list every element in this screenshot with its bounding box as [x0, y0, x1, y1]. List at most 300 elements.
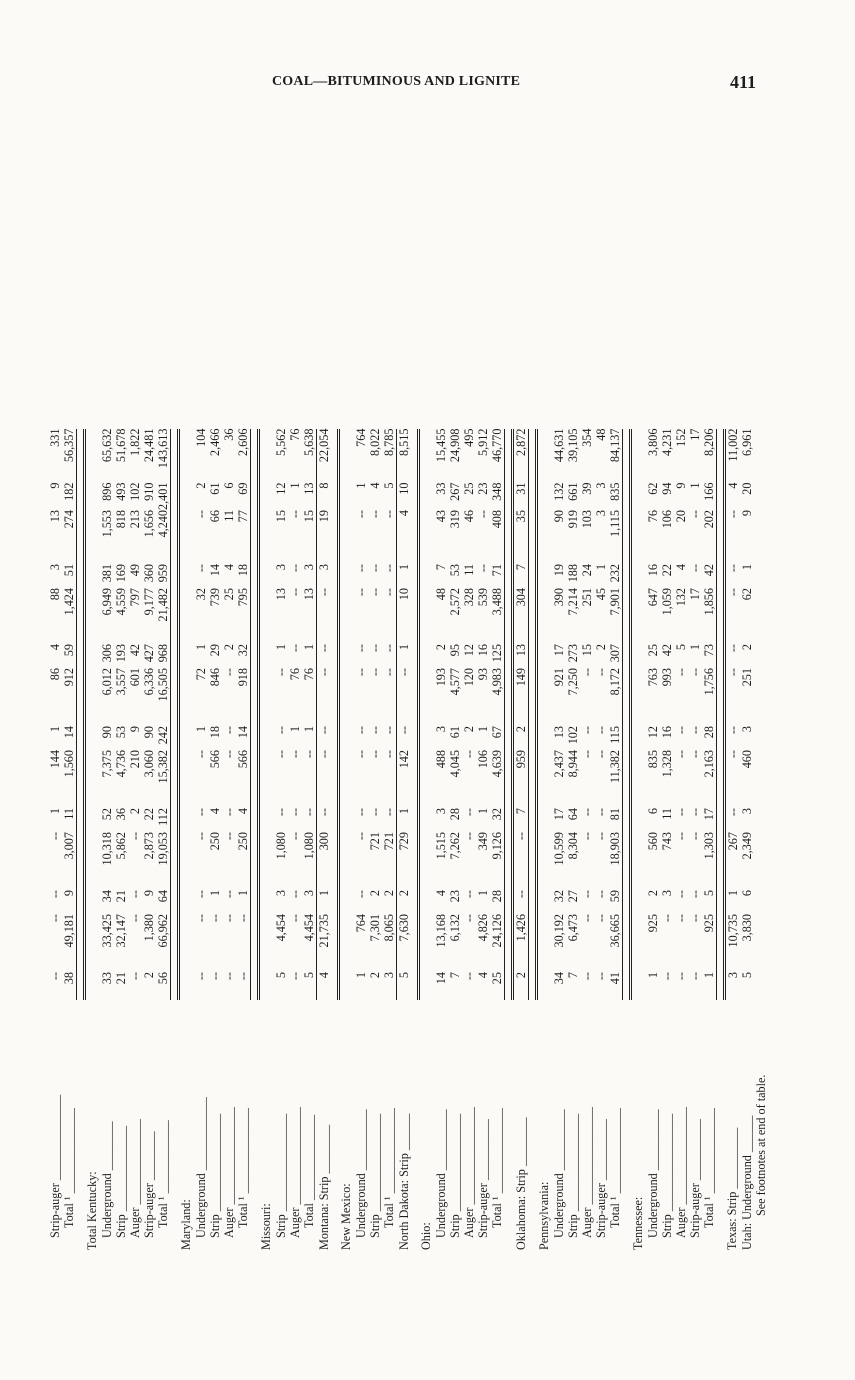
table-cell: 4,454	[302, 914, 317, 972]
table-cell	[419, 429, 435, 483]
table-cell: 2	[368, 890, 382, 897]
rule-separator	[411, 429, 419, 1250]
table-row	[537, 429, 553, 1250]
table-cell	[623, 914, 631, 972]
table-cell: 84,137	[608, 429, 623, 483]
table-cell: 968	[156, 644, 171, 668]
table-row	[462, 429, 476, 1250]
table-cell: 7,301	[368, 914, 382, 942]
table-cell: --	[302, 808, 317, 832]
row-label: Total ¹ ____________	[156, 1120, 171, 1228]
table-cell: 5,912	[476, 428, 490, 456]
table-cell	[623, 726, 631, 750]
table-cell: 2,606	[236, 429, 251, 483]
row-label: Texas: Strip __________	[725, 1127, 740, 1250]
table-cell: 1	[302, 644, 317, 668]
table-cell: 21,735	[317, 914, 331, 948]
table-cell: 18,903	[608, 832, 623, 890]
table-cell: --	[288, 510, 302, 519]
table-cell: 5	[397, 972, 411, 979]
table-cell: --	[288, 914, 302, 923]
table-row	[476, 429, 490, 1250]
table-cell: 90	[100, 726, 114, 739]
table-cell	[717, 510, 725, 564]
table-cell	[419, 644, 435, 668]
table-cell	[77, 890, 85, 914]
table-cell	[754, 483, 768, 510]
table-cell: 7	[434, 564, 448, 571]
table-cell: 495	[462, 428, 476, 447]
table-row	[397, 429, 412, 1250]
table-cell: 493	[114, 482, 128, 501]
row-label: Strip ________________	[274, 1113, 288, 1238]
table-cell: 44,631	[552, 428, 566, 463]
table-cell: --	[128, 914, 142, 923]
table-cell	[339, 588, 355, 644]
table-cell: 896	[100, 482, 114, 501]
table-cell: --	[368, 644, 382, 653]
table-cell: 132	[552, 482, 566, 501]
table-cell: 25	[462, 482, 476, 495]
table-cell: 721	[382, 832, 397, 890]
table-cell	[623, 510, 631, 564]
table-cell: 2	[194, 482, 208, 489]
table-cell: 94	[660, 482, 674, 495]
table-cell	[85, 808, 101, 832]
row-label: Tennessee:	[631, 1196, 646, 1250]
table-row	[725, 429, 741, 1250]
table-cell	[717, 483, 725, 510]
table-cell: --	[462, 832, 476, 841]
table-row	[490, 429, 505, 1250]
table-cell: --	[194, 510, 208, 519]
table-cell: 3	[48, 564, 62, 571]
row-label: Maryland:	[179, 1199, 194, 1250]
table-cell: 13	[48, 510, 62, 523]
row-label: Auger ________________	[288, 1106, 302, 1238]
table-cell: --	[222, 750, 236, 759]
table-cell: 32,147	[114, 914, 128, 948]
table-cell: 1,424	[62, 588, 77, 644]
table-cell: --	[317, 750, 331, 759]
table-cell	[717, 668, 725, 726]
table-cell	[411, 644, 419, 668]
table-cell: 46,770	[490, 429, 505, 483]
table-cell	[631, 750, 647, 808]
table-cell: --	[194, 972, 208, 981]
table-cell	[331, 914, 339, 972]
table-cell: 112	[156, 808, 171, 832]
table-cell: 10,318	[100, 832, 114, 866]
table-cell: 2	[513, 972, 529, 1000]
table-cell: 763	[646, 668, 660, 687]
table-cell: 8,785	[382, 429, 397, 483]
table-row	[740, 429, 754, 1250]
table-row	[100, 429, 114, 1250]
table-cell: 77	[236, 510, 251, 564]
table-cell: 7,901	[608, 588, 623, 644]
table-cell: --	[368, 668, 382, 677]
table-cell: --	[674, 890, 688, 899]
table-cell: 144	[48, 750, 62, 769]
table-cell: 10	[397, 482, 411, 495]
table-cell: 3	[434, 808, 448, 815]
table-cell: 5	[382, 483, 397, 510]
table-cell: 115	[608, 726, 623, 750]
row-label: Underground __________	[434, 1109, 448, 1238]
table-cell: 17	[702, 808, 717, 832]
table-cell	[631, 808, 647, 832]
table-cell: 4,045	[448, 750, 462, 778]
table-cell: --	[726, 750, 740, 759]
table-cell: 81	[608, 808, 623, 832]
table-cell: 1,856	[702, 588, 717, 644]
table-cell: 925	[646, 914, 660, 933]
table-cell	[537, 668, 553, 726]
table-cell: 210	[128, 750, 142, 769]
table-cell	[77, 644, 85, 668]
table-cell: --	[194, 750, 208, 759]
table-cell: 8,515	[397, 428, 411, 456]
table-cell	[331, 668, 339, 726]
table-cell: 61	[448, 726, 462, 739]
table-cell: 566	[208, 750, 222, 769]
table-cell	[339, 808, 355, 832]
table-cell: 1	[594, 564, 608, 571]
table-cell: 15,455	[434, 428, 448, 463]
table-cell: --	[368, 510, 382, 519]
table-cell: 25	[222, 588, 236, 601]
table-cell	[85, 750, 101, 808]
table-cell: --	[688, 564, 702, 573]
row-label: Strip ________________	[368, 1113, 382, 1238]
table-cell: 30,192	[552, 914, 566, 948]
table-row	[660, 429, 674, 1250]
table-cell: 90	[142, 726, 156, 739]
table-cell: 42	[660, 644, 674, 657]
table-cell	[419, 808, 435, 832]
table-cell: 16	[476, 644, 490, 657]
table-cell	[537, 429, 553, 483]
table-cell: 4	[236, 808, 251, 832]
table-cell: 560	[646, 832, 660, 851]
table-row	[580, 429, 594, 1250]
table-cell: --	[580, 832, 594, 841]
table-cell: 24	[580, 564, 594, 577]
table-cell: 36	[114, 808, 128, 821]
table-cell: 67	[490, 726, 505, 750]
table-cell: 38	[62, 972, 77, 1000]
table-cell: 3	[317, 564, 331, 571]
table-cell	[259, 644, 275, 668]
table-cell: 9	[142, 890, 156, 897]
table-cell	[179, 750, 195, 808]
table-cell	[717, 750, 725, 808]
row-label	[529, 1000, 537, 1250]
row-label: Underground ________	[100, 1121, 114, 1238]
table-cell: --	[354, 832, 368, 841]
table-cell	[77, 972, 85, 1000]
table-cell: 32	[194, 588, 208, 601]
row-label: Total Kentucky:	[85, 1171, 100, 1250]
table-cell: 4	[48, 644, 62, 651]
table-cell: 3,557	[114, 668, 128, 696]
table-cell: 21,482	[156, 588, 171, 644]
table-cell: 4	[397, 510, 411, 517]
table-cell: --	[688, 808, 702, 817]
table-cell: 232	[608, 564, 623, 588]
table-cell: --	[222, 832, 236, 841]
table-cell	[505, 644, 513, 668]
row-label: Strip ________________	[448, 1113, 462, 1238]
table-cell: 125	[490, 644, 505, 668]
table-cell: --	[382, 564, 397, 588]
table-cell: 2	[462, 726, 476, 733]
table-cell: 764	[354, 914, 368, 933]
table-cell: 152	[674, 428, 688, 447]
table-cell: 8,065	[382, 914, 397, 972]
table-cell	[179, 644, 195, 668]
table-cell: 59	[62, 644, 77, 668]
table-cell: --	[236, 972, 251, 1000]
table-cell	[505, 914, 513, 972]
table-cell	[77, 564, 85, 588]
table-cell: 15	[302, 510, 317, 564]
table-row	[339, 429, 355, 1250]
table-cell: 4	[222, 564, 236, 571]
table-cell	[717, 429, 725, 483]
table-cell: 1	[397, 644, 411, 651]
table-cell: --	[688, 750, 702, 759]
table-cell	[505, 588, 513, 644]
table-cell: 72	[194, 668, 208, 681]
row-label	[251, 1000, 259, 1250]
table-cell: 9	[674, 482, 688, 489]
table-cell: --	[194, 914, 208, 923]
table-cell: 319	[448, 510, 462, 529]
table-cell: 19	[552, 564, 566, 577]
table-cell: --	[274, 750, 288, 759]
table-cell: 1	[397, 808, 411, 815]
table-cell	[339, 668, 355, 726]
table-cell: 28	[448, 808, 462, 821]
table-cell: 250	[236, 832, 251, 890]
table-cell: 1	[646, 972, 660, 979]
table-cell: --	[580, 750, 594, 759]
table-cell	[339, 483, 355, 510]
table-cell	[77, 808, 85, 832]
table-cell	[754, 510, 768, 564]
table-cell	[171, 750, 179, 808]
table-cell: 729	[397, 832, 411, 851]
table-cell: 360	[142, 564, 156, 583]
table-cell: --	[594, 832, 608, 841]
table-cell: 307	[608, 644, 623, 668]
row-label	[77, 1000, 85, 1250]
table-row	[236, 429, 251, 1250]
table-cell: 2	[646, 890, 660, 897]
table-cell	[339, 890, 355, 914]
table-cell	[179, 832, 195, 890]
row-label: Montana: Strip ________	[316, 1124, 331, 1250]
table-cell	[251, 832, 259, 890]
table-cell: --	[382, 510, 397, 564]
table-cell: 488	[434, 750, 448, 769]
table-cell: 24,481	[142, 428, 156, 463]
table-cell: 6	[222, 482, 236, 489]
table-cell	[505, 429, 513, 483]
table-cell: 213	[128, 510, 142, 529]
table-cell: --	[688, 914, 702, 923]
table-cell	[411, 890, 419, 914]
table-cell	[529, 668, 537, 726]
table-cell: 721	[368, 832, 382, 851]
table-cell	[259, 668, 275, 726]
table-cell: --	[674, 832, 688, 841]
table-cell: 132	[674, 588, 688, 607]
table-cell: 274	[62, 510, 77, 564]
table-cell: 7,630	[397, 914, 411, 942]
table-cell: 2	[142, 972, 156, 979]
row-label	[171, 1000, 179, 1250]
table-cell: 3	[594, 482, 608, 489]
table-row	[194, 429, 208, 1250]
table-cell: --	[513, 832, 529, 890]
table-cell: --	[274, 808, 288, 817]
table-cell: 36,665	[608, 914, 623, 972]
table-cell	[179, 668, 195, 726]
table-cell	[85, 726, 101, 750]
table-cell: 566	[236, 750, 251, 808]
table-cell: --	[354, 726, 368, 735]
row-label: Strip ________________	[208, 1113, 222, 1238]
table-cell: 3,488	[490, 588, 505, 644]
table-cell	[529, 832, 537, 890]
row-label	[411, 1000, 419, 1250]
table-cell: 739	[208, 588, 222, 607]
table-cell: 2	[222, 644, 236, 651]
table-cell: 27	[566, 890, 580, 903]
table-cell: 106	[660, 510, 674, 529]
table-cell: --	[222, 890, 236, 899]
table-cell: 1	[274, 644, 288, 651]
table-cell: 15	[580, 644, 594, 657]
table-cell: 743	[660, 832, 674, 851]
row-label: Total ¹ ______________	[490, 1108, 505, 1228]
table-cell: 69	[236, 483, 251, 510]
table-cell: 49	[128, 564, 142, 577]
table-cell	[179, 972, 195, 1000]
table-cell	[77, 429, 85, 483]
row-label: Auger ______________	[128, 1119, 142, 1238]
table-cell: 51	[62, 564, 77, 588]
table-cell: --	[354, 564, 368, 573]
table-cell: 8	[317, 482, 331, 489]
table-cell: --	[288, 890, 302, 899]
table-cell	[259, 972, 275, 1000]
table-cell	[331, 483, 339, 510]
table-cell	[259, 890, 275, 914]
table-cell	[411, 668, 419, 726]
table-cell: 17	[552, 808, 566, 821]
table-cell	[505, 510, 513, 564]
table-cell	[754, 808, 768, 832]
table-cell	[411, 429, 419, 483]
table-cell: 764	[354, 428, 368, 447]
table-row	[646, 429, 660, 1250]
row-label: Missouri:	[259, 1203, 274, 1250]
table-cell	[251, 644, 259, 668]
table-cell	[331, 832, 339, 890]
table-cell: 3	[740, 808, 754, 815]
table-cell: 22,054	[317, 428, 331, 463]
table-cell: 48	[434, 588, 448, 601]
table-cell	[411, 832, 419, 890]
table-cell: 3	[726, 972, 740, 979]
table-cell	[339, 972, 355, 1000]
table-cell: 4	[674, 564, 688, 571]
table-cell	[251, 429, 259, 483]
table-cell: 188	[566, 564, 580, 583]
table-cell: --	[274, 668, 288, 677]
table-cell: 1	[476, 808, 490, 815]
table-cell: 4	[476, 972, 490, 979]
table-cell	[251, 808, 259, 832]
table-row	[566, 429, 580, 1250]
table-cell	[171, 588, 179, 644]
table-cell: --	[594, 808, 608, 817]
table-cell: 34	[100, 890, 114, 903]
row-label: Total ¹ ______________	[236, 1108, 251, 1228]
table-cell	[419, 726, 435, 750]
table-cell	[331, 644, 339, 668]
table-cell	[623, 564, 631, 588]
table-cell	[631, 832, 647, 890]
table-cell: 6	[740, 890, 754, 897]
table-cell: 169	[114, 564, 128, 583]
table-cell: 120	[462, 668, 476, 687]
table-cell: 76	[646, 510, 660, 523]
row-label: Strip ______________	[114, 1125, 128, 1238]
table-cell	[537, 890, 553, 914]
table-cell: 41	[608, 972, 623, 1000]
table-cell: 2,401	[156, 482, 170, 510]
table-cell: 3	[434, 726, 448, 733]
table-cell: 8,172	[608, 668, 623, 726]
table-cell: 42	[128, 644, 142, 657]
table-cell: 1	[688, 644, 702, 651]
table-cell	[171, 429, 179, 483]
table-cell	[77, 588, 85, 644]
row-label	[717, 1000, 725, 1250]
table-cell: --	[128, 890, 142, 899]
table-cell: 7	[513, 564, 529, 588]
page-number: 411	[730, 72, 757, 92]
table-cell: 539	[476, 588, 490, 607]
rule-separator	[251, 429, 259, 1250]
table-cell	[251, 588, 259, 644]
table-cell	[419, 668, 435, 726]
table-row	[354, 429, 368, 1250]
table-cell	[411, 483, 419, 510]
table-cell	[631, 564, 647, 588]
table-cell: 835	[646, 750, 660, 769]
table-cell: 65,632	[100, 428, 114, 463]
table-cell: 45	[594, 588, 608, 601]
table-cell	[754, 832, 768, 890]
table-cell	[179, 726, 195, 750]
table-cell: 5	[274, 972, 288, 979]
